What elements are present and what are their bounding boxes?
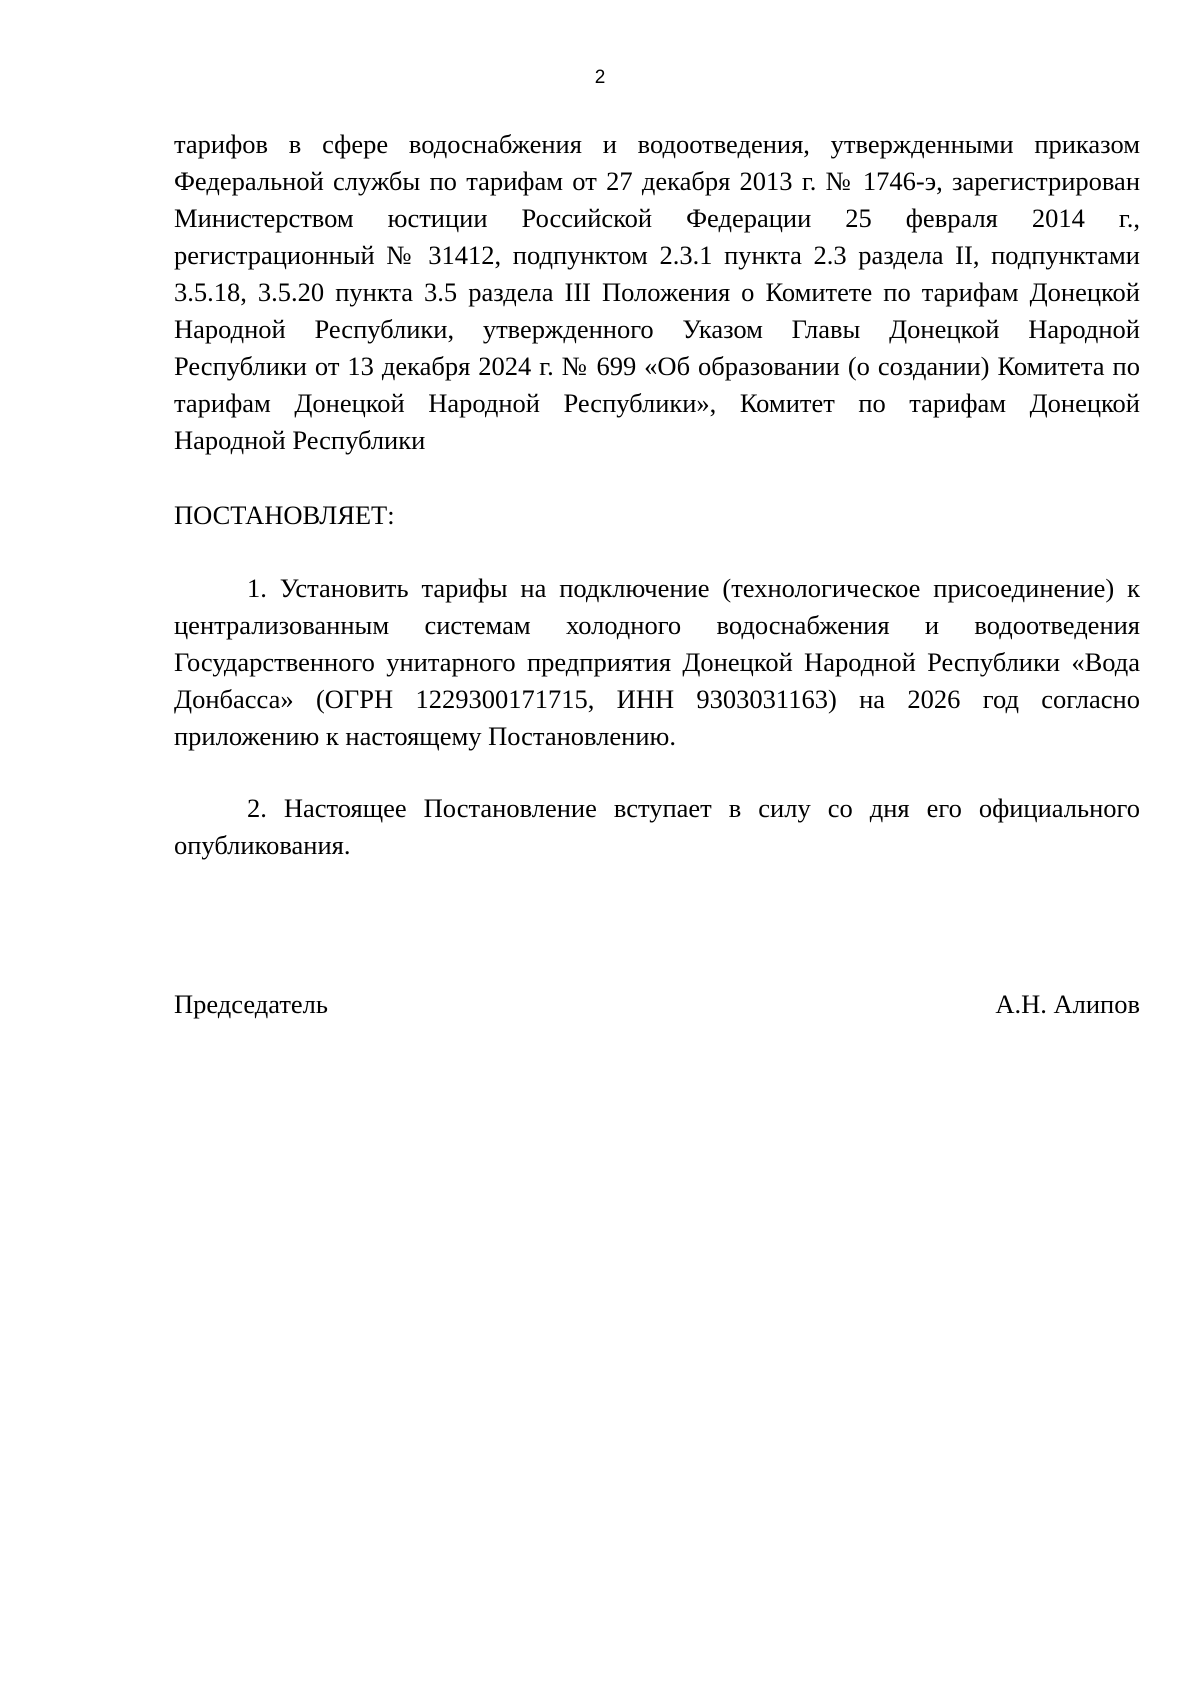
intro-paragraph: тарифов в сфере водоснабжения и водоотведения, утвержденными приказом Федеральной службы по тарифам от 27 декабря 2013 г. № 1746-э, зарегистрирован Министерством юстиции Российской Федерации 25 февраля 2014 г., регистрационный № 31412, подпунктом 2.3.1 пункта 2.3 раздела II, подпунктами 3.5.18, 3.5.20 пункта 3.5 раздела III Положения о Комитете по тарифам Донецкой Народной Республики, утвержденного Указом Главы Донецкой Народной Республики от 13 декабря 2024 г. № 699 «Об образовании (о создании) Комитета по тарифам Донецкой Народной Республики», Комитет по тарифам Донецкой Народной Республики [174,129,1140,455]
signatory-name: А.Н. Алипов [995,989,1140,1019]
resolution-item-2: 2. Настоящее Постановление вступает в силу со дня его официального опубликования. [174,793,1140,860]
page-number: 2 [594,67,606,88]
resolution-item-1: 1. Установить тарифы на подключение (технологическое присоединение) к централизованным системам холодного водоснабжения и водоотведения Государственного унитарного предприятия Донецкой Народной Республики «Вода Донбасса» (ОГРН 1229300171715, ИНН 9303031163) на 2026 год согласно приложению к настоящему Постановлению. [174,573,1140,751]
signature-block [174,986,1140,1023]
signatory-position: Председатель [174,989,328,1019]
resolves-heading: ПОСТАНОВЛЯЕТ: [174,500,395,530]
